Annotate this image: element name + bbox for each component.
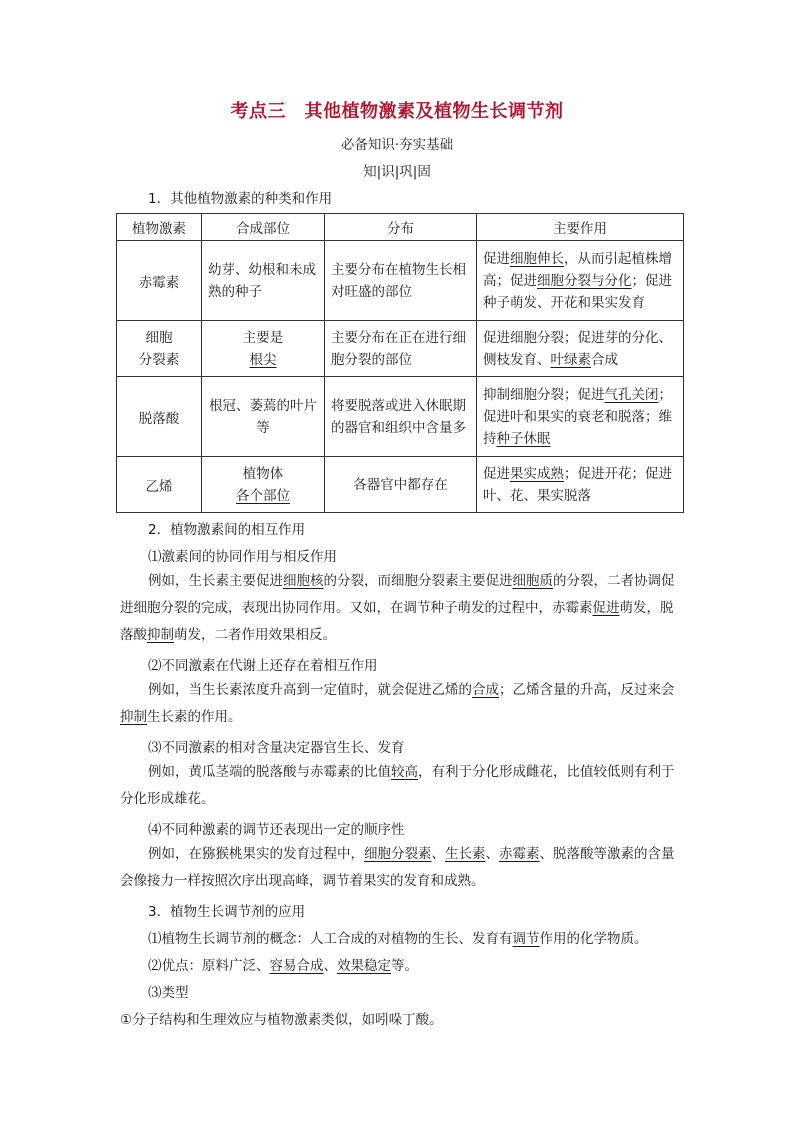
section3-heading: 3．植物生长调节剂的应用 (148, 904, 306, 920)
distribution: 主要分布在正在进行细胞分裂的部位 (325, 321, 477, 377)
key-term: 根尖 (249, 351, 277, 368)
text-run: 分裂素 (138, 351, 180, 368)
hormone-name: 脱落酸 (117, 377, 202, 457)
text-run: 、脱落酸等激素的含量会像接力一样按照次序出现高峰，调节着果实的发育和成熟。 (120, 846, 675, 889)
page-title: 考点三 其他植物激素及植物生长调节剂 (230, 101, 564, 122)
text-run: 例如，生长素主要促进 (148, 573, 283, 589)
table-header-cell: 合成部位 (202, 214, 325, 241)
text-run: 促进 (483, 465, 510, 482)
text-run: 植物体 (242, 465, 284, 482)
text-run: 、 (485, 846, 499, 862)
synthesis-site (202, 457, 325, 513)
distribution: 将要脱落或进入休眠期的器官和组织中含量多 (325, 377, 477, 457)
paragraph (120, 759, 680, 813)
hormone-name: 乙烯 (117, 457, 202, 513)
table-row (117, 457, 684, 513)
text-run: 例如，当生长素浓度升高到一定值时，就会促进乙烯的 (148, 682, 472, 698)
main-function (477, 377, 684, 457)
text-run: 的分裂，二者协调促进细胞分裂的完成，表现出协同作用。又如，在调节种子萌发的过程中，赤霉素 (120, 573, 675, 616)
key-term: 合成 (472, 682, 499, 698)
key-term: 效果稳定 (337, 958, 391, 974)
table-header-cell: 主要作用 (477, 214, 684, 241)
text-run: ；促进种子萌发、开花和果实发育 (483, 272, 672, 311)
distribution: 各器官中都存在 (325, 457, 477, 513)
paragraph (120, 568, 680, 649)
key-term: 促进 (592, 600, 620, 616)
table-header-cell: 分布 (325, 214, 477, 241)
text-run: ；促进开花；促进叶、花、果实脱落 (483, 465, 672, 504)
section-subtitle: 必备知识·夯实基础 (340, 137, 454, 153)
subsection-title: ⑴激素间的协同作用与相反作用 (148, 549, 337, 565)
text-run: 例如，在猕猴桃果实的发育过程中， (148, 846, 364, 862)
text-run: ⑴植物生长调节剂的概念：人工合成的对植物的生长、发育有 (148, 931, 513, 947)
text-run: ⑵优点：原料广泛、 (148, 958, 270, 974)
key-term: 叶绿素 (550, 351, 591, 368)
text-run: 的分裂，而细胞分裂素主要促进 (323, 573, 513, 589)
hormone-name (117, 321, 202, 377)
text-run: 萌发，脱落酸 (120, 600, 674, 643)
hormone-name: 赤霉素 (117, 241, 202, 321)
text-run: 等。 (391, 958, 418, 974)
section2-heading: 2．植物激素间的相互作用 (148, 522, 306, 538)
subsection-title: ⑵不同激素在代谢上还存在着相互作用 (148, 658, 378, 674)
text-run: 、 (323, 958, 337, 974)
text-run: ；乙烯含量的升高，反过来会 (499, 682, 675, 698)
synthesis-site: 幼芽、幼根和未成熟的种子 (202, 241, 325, 321)
section-label: 知|识|巩|固 (363, 164, 431, 180)
key-term: 容易合成 (269, 958, 324, 974)
key-term: 较高 (391, 764, 418, 780)
synthesis-site (202, 321, 325, 377)
key-term: 抑制 (120, 709, 147, 725)
text-run: ，从而引起植株增高；促进 (483, 250, 672, 289)
key-term: 果实成熟 (510, 465, 564, 482)
paragraph (148, 954, 418, 974)
paragraph: ①分子结构和生理效应与植物激素类似，如吲哚丁酸。 (120, 1012, 443, 1028)
key-term: 生长素 (445, 846, 486, 862)
text-run: 作用的化学物质。 (539, 931, 648, 947)
key-term: 细胞分裂与分化 (537, 272, 632, 289)
text-run: 、 (431, 846, 445, 862)
text-run: 合成 (591, 351, 618, 368)
subsection-title: ⑷不同种激素的调节还表现出一定的顺序性 (148, 822, 405, 838)
key-term: 赤霉素 (499, 846, 540, 862)
paragraph: ⑶类型 (148, 985, 189, 1001)
main-function (477, 321, 684, 377)
key-term: 细胞分裂素 (364, 846, 432, 862)
table-row (117, 321, 684, 377)
key-term: 各个部位 (236, 487, 290, 504)
text-run: 例如，黄瓜茎端的脱落酸与赤霉素的比值 (148, 764, 391, 780)
distribution: 主要分布在植物生长相对旺盛的部位 (325, 241, 477, 321)
paragraph (120, 677, 680, 731)
text-run: 抑制细胞分裂；促进 (483, 386, 605, 403)
key-term: 抑制 (147, 627, 174, 643)
key-term: 种子休眠 (496, 430, 551, 447)
text-run: 生长素的作用。 (147, 709, 242, 725)
section1-heading: 1．其他植物激素的种类和作用 (148, 191, 333, 207)
table-header-cell: 植物激素 (117, 214, 202, 241)
synthesis-site: 根冠、萎蔫的叶片等 (202, 377, 325, 457)
text-run: 促进 (483, 250, 510, 267)
paragraph (148, 927, 648, 947)
text-run: 细胞 (145, 329, 173, 346)
hormone-table (116, 213, 684, 513)
key-term: 细胞质 (512, 573, 553, 589)
key-term: 气孔关闭 (604, 386, 659, 403)
text-run: ，有利于分化形成雌花，比值较低则有利于分化形成雄花。 (120, 764, 675, 807)
main-function (477, 457, 684, 513)
main-function (477, 241, 684, 321)
table-row (117, 377, 684, 457)
paragraph (120, 841, 680, 895)
table-row (117, 241, 684, 321)
subsection-title: ⑶不同激素的相对含量决定器官生长、发育 (148, 740, 405, 756)
key-term: 细胞伸长 (510, 250, 564, 267)
key-term: 细胞核 (283, 573, 324, 589)
text-run: 萌发，二者作用效果相反。 (174, 627, 336, 643)
text-run: 促进细胞分裂；促进芽的分化、侧枝发育、 (483, 329, 672, 368)
key-term: 调节 (512, 931, 540, 947)
text-run: ；促进叶和果实的衰老和脱落；维持 (483, 386, 672, 447)
table-header-row (117, 214, 684, 241)
text-run: 主要是 (242, 329, 284, 346)
